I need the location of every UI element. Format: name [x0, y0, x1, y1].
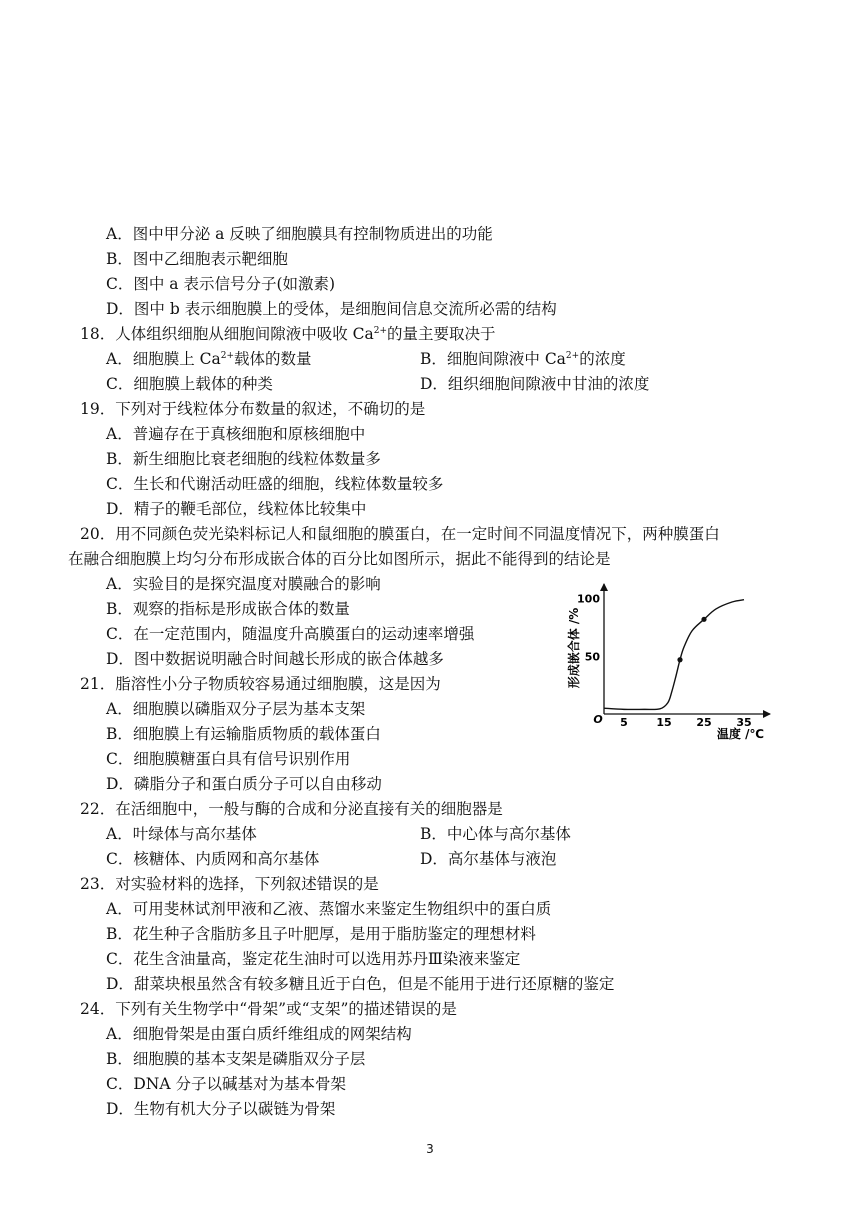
y-tick-label: 100 [577, 592, 600, 606]
q20-option-d: D．图中数据说明融合时间越长形成的嵌合体越多 [106, 650, 444, 668]
q18-stem-text: 18．人体组织细胞从细胞间隙液中吸收 Ca [80, 325, 374, 343]
q18-option-c: C．细胞膜上载体的种类 [106, 375, 273, 393]
q22-stem: 22．在活细胞中，一般与酶的合成和分泌直接有关的细胞器是 [80, 800, 503, 818]
q21-stem: 21．脂溶性小分子物质较容易通过细胞膜，这是因为 [80, 675, 441, 693]
q23-option-b: B．花生种子含脂肪多且子叶肥厚，是用于脂肪鉴定的理想材料 [106, 925, 536, 943]
x-tick-label: 5 [620, 716, 628, 729]
q24-option-c: C．DNA 分子以碱基对为基本骨架 [106, 1075, 346, 1093]
q22-option-a: A．叶绿体与高尔基体 [106, 825, 257, 843]
x-tick-label: 35 [736, 716, 752, 729]
q18-option-d: D．组织细胞间隙液中甘油的浓度 [420, 375, 650, 393]
q20-option-b: B．观察的指标是形成嵌合体的数量 [106, 600, 350, 618]
y-axis-label: 形成嵌合体 /% [567, 607, 581, 689]
q21-option-d: D．磷脂分子和蛋白质分子可以自由移动 [106, 775, 382, 793]
data-point [701, 617, 706, 622]
series-line [604, 600, 744, 710]
q17-option-c: C．图中 a 表示信号分子(如激素) [106, 275, 336, 293]
q17-option-d: D．图中 b 表示细胞膜上的受体，是细胞间信息交流所必需的结构 [106, 300, 557, 318]
q19-stem: 19．下列对于线粒体分布数量的叙述，不确切的是 [80, 400, 426, 418]
page-number: 3 [426, 1142, 434, 1156]
q23-option-c: C．花生含油量高，鉴定花生油时可以选用苏丹Ⅲ染液来鉴定 [106, 950, 521, 968]
q19-option-b: B．新生细胞比衰老细胞的线粒体数量多 [106, 450, 381, 468]
y-tick-label: 50 [584, 650, 600, 664]
q18-b-text-end: 的浓度 [579, 350, 626, 368]
q18-stem-text-end: 的量主要取决于 [387, 325, 496, 343]
q19-option-d: D．精子的鞭毛部位，线粒体比较集中 [106, 500, 367, 518]
data-point [677, 657, 682, 662]
q21-option-c: C．细胞膜糖蛋白具有信号识别作用 [106, 750, 351, 768]
q18-b-sup: 2+ [565, 351, 580, 361]
q22-option-c: C．核糖体、内质网和高尔基体 [106, 850, 320, 868]
x-axis-label: 温度 /℃ [716, 727, 764, 741]
q18-stem [80, 323, 496, 345]
q18-stem-sup: 2+ [373, 326, 388, 336]
q18-a-sup: 2+ [220, 351, 235, 361]
q23-option-d: D．甜菜块根虽然含有较多糖且近于白色，但是不能用于进行还原糖的鉴定 [106, 975, 615, 993]
q20-option-a: A．实验目的是探究温度对膜融合的影响 [106, 575, 381, 593]
axis-ticks [577, 593, 752, 729]
q22-option-b: B．中心体与高尔基体 [420, 825, 571, 843]
chimera-temperature-chart [552, 582, 782, 752]
q18-option-b [420, 348, 626, 370]
q19-option-a: A．普遍存在于真核细胞和原核细胞中 [106, 425, 366, 443]
q20-option-c: C．在一定范围内，随温度升高膜蛋白的运动速率增强 [106, 625, 475, 643]
q19-option-c: C．生长和代谢活动旺盛的细胞，线粒体数量较多 [106, 475, 444, 493]
q18-a-text-end: 载体的数量 [234, 350, 312, 368]
q18-a-text: A．细胞膜上 Ca [106, 350, 221, 368]
q18-option-a [106, 348, 312, 370]
q20-stem-line2: 在融合细胞膜上均匀分布形成嵌合体的百分比如图所示，据此不能得到的结论是 [68, 550, 611, 568]
q23-option-a: A．可用斐林试剂甲液和乙液、蒸馏水来鉴定生物组织中的蛋白质 [106, 900, 552, 918]
q17-option-a: A．图中甲分泌 a 反映了细胞膜具有控制物质进出的功能 [106, 225, 493, 243]
q17-option-b: B．图中乙细胞表示靶细胞 [106, 250, 288, 268]
q24-stem: 24．下列有关生物学中“骨架”或“支架”的描述错误的是 [80, 1000, 457, 1018]
q18-b-text: B．细胞间隙液中 Ca [420, 350, 566, 368]
q20-stem-line1: 20．用不同颜色荧光染料标记人和鼠细胞的膜蛋白，在一定时间不同温度情况下，两种膜蛋白 [80, 525, 720, 543]
x-tick-label: 15 [656, 716, 672, 729]
q21-option-a: A．细胞膜以磷脂双分子层为基本支架 [106, 700, 366, 718]
q23-stem: 23．对实验材料的选择，下列叙述错误的是 [80, 875, 379, 893]
origin-label: O [593, 713, 603, 726]
x-tick-label: 25 [696, 716, 712, 729]
q24-option-d: D．生物有机大分子以碳链为骨架 [106, 1100, 336, 1118]
q24-option-a: A．细胞骨架是由蛋白质纤维组成的网架结构 [106, 1025, 412, 1043]
q21-option-b: B．细胞膜上有运输脂质物质的载体蛋白 [106, 725, 381, 743]
q22-option-d: D．高尔基体与液泡 [420, 850, 557, 868]
q24-option-b: B．细胞膜的基本支架是磷脂双分子层 [106, 1050, 366, 1068]
